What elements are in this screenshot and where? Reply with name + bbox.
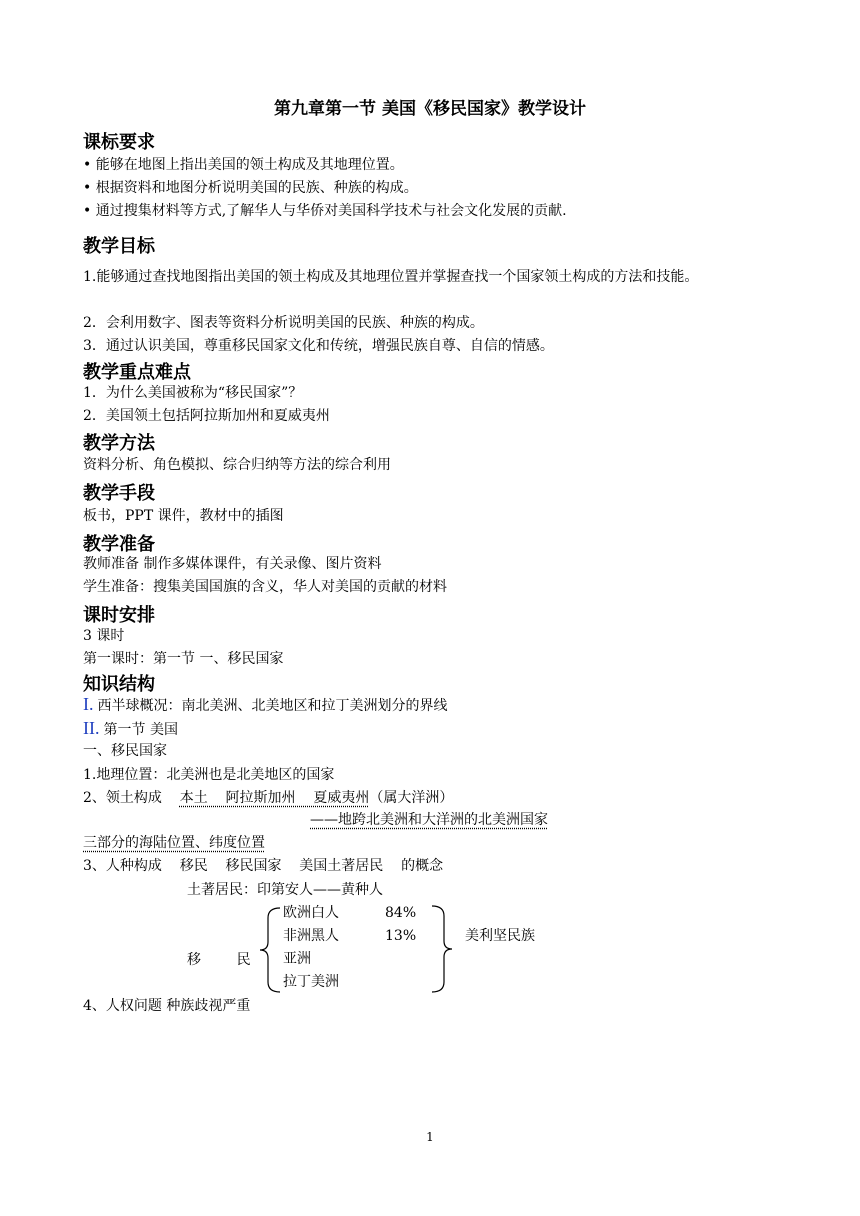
jiegou-line-1: [83, 694, 448, 716]
kebiao-item-3: • 通过搜集材料等方式,了解华人与华侨对美国科学技术与社会文化发展的贡献.: [83, 203, 567, 219]
immigrant-label: 移 民: [187, 952, 251, 968]
jiegou-point-1: 1.地理位置：北美洲也是北美地区的国家: [83, 767, 335, 783]
group-name-3: 亚洲: [283, 951, 311, 967]
anpai-first: 第一课时：第一节 一、移民国家: [83, 651, 284, 667]
heading-jiegou: 知识结构: [83, 674, 155, 695]
heading-zhongdian: 教学重点难点: [83, 362, 191, 383]
jiegou-sub-1: 一、移民国家: [83, 743, 167, 759]
point-2-prefix: 2、领土构成: [83, 790, 180, 806]
page-number: 1: [426, 1130, 434, 1144]
group-pct-1: 84%: [385, 905, 417, 921]
heading-fangfa: 教学方法: [83, 433, 155, 454]
zhunbei-teacher: 教师准备 制作多媒体课件，有关录像、图片资料: [83, 556, 382, 572]
group-pct-2: 13%: [385, 928, 417, 944]
jiegou-point-4: 4、人权问题 种族歧视严重: [83, 998, 251, 1014]
jiegou-point-2-b: ——地跨北美洲和大洋洲的北美洲国家: [310, 812, 548, 828]
shouduan-text: 板书，PPT 课件，教材中的插图: [83, 508, 284, 524]
group-name-1: 欧洲白人: [283, 905, 339, 921]
jiegou-point-2: [83, 788, 453, 808]
american-nation: 美利坚民族: [465, 928, 535, 944]
heading-shouduan: 教学手段: [83, 483, 155, 504]
jiegou-line-1-text: 西半球概况：南北美洲、北美地区和拉丁美洲划分的界线: [97, 698, 448, 714]
jiegou-line-2: [83, 718, 178, 740]
jiegou-point-3: 3、人种构成 移民 移民国家 美国土著居民 的概念: [83, 858, 444, 874]
roman-numeral-1: I.: [83, 694, 94, 714]
heading-kebiao: 课标要求: [83, 132, 155, 153]
zhongdian-item-1: 1．为什么美国被称为“移民国家”？: [83, 385, 303, 401]
group-name-4: 拉丁美洲: [283, 974, 339, 990]
mubiao-item-1: 1.能够通过查找地图指出美国的领土构成及其地理位置并掌握查找一个国家领土构成的方法和技能。: [83, 269, 699, 285]
jiegou-line-2-text: 第一节 美国: [103, 722, 178, 738]
left-brace-icon: [256, 906, 284, 994]
right-brace-icon: [428, 904, 456, 994]
mubiao-item-3: 3．通过认识美国，尊重移民国家文化和传统，增强民族自尊、自信的情感。: [83, 338, 554, 354]
roman-numeral-2: II.: [83, 718, 100, 738]
zhongdian-item-2: 2．美国领土包括阿拉斯加州和夏威夷州: [83, 408, 330, 424]
heading-zhunbei: 教学准备: [83, 534, 155, 555]
zhunbei-student: 学生准备：搜集美国国旗的含义，华人对美国的贡献的材料: [83, 579, 447, 595]
anpai-count: 3 课时: [83, 628, 125, 644]
point-2-territories: 本土 阿拉斯加州 夏威夷州: [179, 790, 370, 806]
kebiao-item-1: • 能够在地图上指出美国的领土构成及其地理位置。: [83, 157, 404, 173]
kebiao-item-2: • 根据资料和地图分析说明美国的民族、种族的构成。: [83, 180, 418, 196]
mubiao-item-2: 2．会利用数字、图表等资料分析说明美国的民族、种族的构成。: [83, 315, 484, 331]
group-name-2: 非洲黑人: [283, 928, 339, 944]
native-residents: 土著居民：印第安人——黄种人: [187, 882, 383, 898]
document-title: 第九章第一节 美国《移民国家》教学设计: [274, 99, 586, 119]
point-2-suffix: （属大洋洲）: [369, 790, 454, 806]
heading-anpai: 课时安排: [83, 605, 155, 626]
fangfa-text: 资料分析、角色模拟、综合归纳等方法的综合利用: [83, 457, 391, 473]
jiegou-point-2-c: 三部分的海陆位置、纬度位置: [83, 835, 265, 851]
heading-mubiao: 教学目标: [83, 236, 155, 257]
